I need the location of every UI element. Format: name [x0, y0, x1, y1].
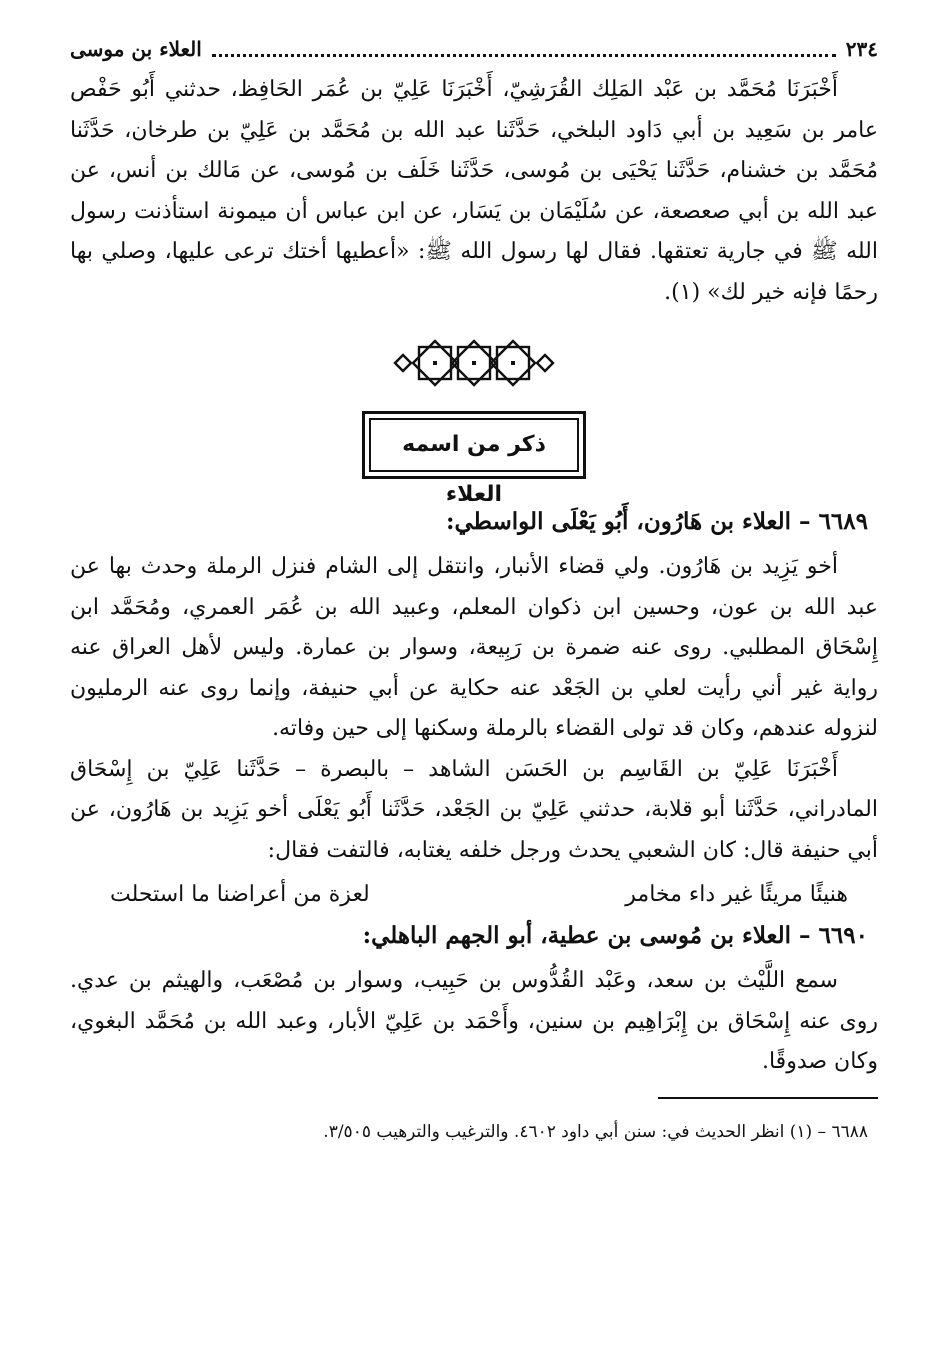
ornament-divider-icon [389, 339, 559, 387]
poem-verse [70, 875, 878, 915]
entry-heading-6690: ٦٦٩٠ – العلاء بن مُوسى بن عطية، أبو الجهم الباهلي: [362, 922, 868, 949]
section-title-box [362, 411, 586, 507]
footnote-separator [658, 1097, 878, 1099]
entry-heading-6689: ٦٦٨٩ – العلاء بن هَارُون، أَبُو يَعْلَى الواسطي: [445, 508, 868, 535]
paragraph-isnad-hadith: أَخْبَرَنَا مُحَمَّد بن عَبْد المَلِك القُرَشِيّ، أَخْبَرَنَا عَلِيّ بن عُمَر الحَافِظ، حدثني أَبُو حَفْص عامر بن سَعِيد بن أبي دَاود البلخي، حَدَّثَنا عبد الله بن مُحَمَّد بن عَلِيّ بن طرخان، حَدَّثَنا مُحَمَّد بن خشنام، حَدَّثَنا يَحْيَى بن مُوسى، حَدَّثَنا خَلَف بن مُوسى، عن مَالك بن أنس، عن عبد الله بن أبي صعصعة، عن سُلَيْمَان بن يَسَار، عن ابن عباس أن ميمونة استأذنت رسول الله ﷺ في جارية تعتقها. فقال لها رسول الله ﷺ: «أعطيها أختك ترعى عليها، وصلي بها رحمًا فإنه خير لك» (١). [70, 77, 878, 305]
section-title: ذكر من اسمه العلاء [369, 418, 579, 472]
page-number: ٢٣٤ [845, 37, 878, 61]
footnote: ٦٦٨٨ – (١) انظر الحديث في: سنن أبي داود ٤٦٠٢. والترغيب والترهيب ٣/٥٠٥. [323, 1121, 868, 1142]
entry-6690-paragraph-1: سمع اللَّيْث بن سعد، وعَبْد القُدُّوس بن حَبِيب، وسوار بن مُصْعَب، والهيثم بن عدي. روى عنه إِسْحَاق بن إِبْرَاهِيم بن سنين، وأَحْمَد بن عَلِيّ الأبار، وعبد الله بن مُحَمَّد البغوي، وكان صدوقًا. [70, 968, 878, 1074]
header-dotted-leader [212, 54, 836, 57]
running-title: العلاء بن موسى [70, 37, 202, 61]
document-page [70, 30, 878, 1340]
poem-hemistich-second: لعزة من أعراضنا ما استحلت [110, 882, 370, 907]
running-header [70, 30, 878, 68]
poem-hemistich-first: هنيئًا مريئًا غير داء مخامر [625, 882, 848, 907]
entry-6689-paragraph-1: أخو يَزِيد بن هَارُون. ولي قضاء الأنبار، وانتقل إلى الشام فنزل الرملة وحدث بها عن عبد الله بن عون، وحسين ابن ذكوان المعلم، وعبيد الله بن عُمَر العمري، ومُحَمَّد ابن إِسْحَاق المطلبي. روى عنه ضمرة بن رَبِيعة، وسوار بن عمارة. وليس لأهل العراق عنه رواية غير أني رأيت لعلي بن الجَعْد عنه حكاية عن أبي حنيفة، وإنما روى عنه الرمليون لنزوله عندهم، وكان قد تولى القضاء بالرملة وسكنها إلى حين وفاته. [70, 554, 878, 741]
entry-6689-paragraph-2: أَخْبَرَنَا عَلِيّ بن القَاسِم بن الحَسَن الشاهد – بالبصرة – حَدَّثَنا عَلِيّ بن إِسْحَاق المادراني، حَدَّثَنا أبو قلابة، حدثني عَلِيّ بن الجَعْد، حَدَّثَنا أَبُو يَعْلَى أخو يَزِيد بن هَارُون، عن أبي حنيفة قال: كان الشعبي يحدث ورجل خلفه يغتابه، فالتفت فقال: [70, 756, 878, 863]
